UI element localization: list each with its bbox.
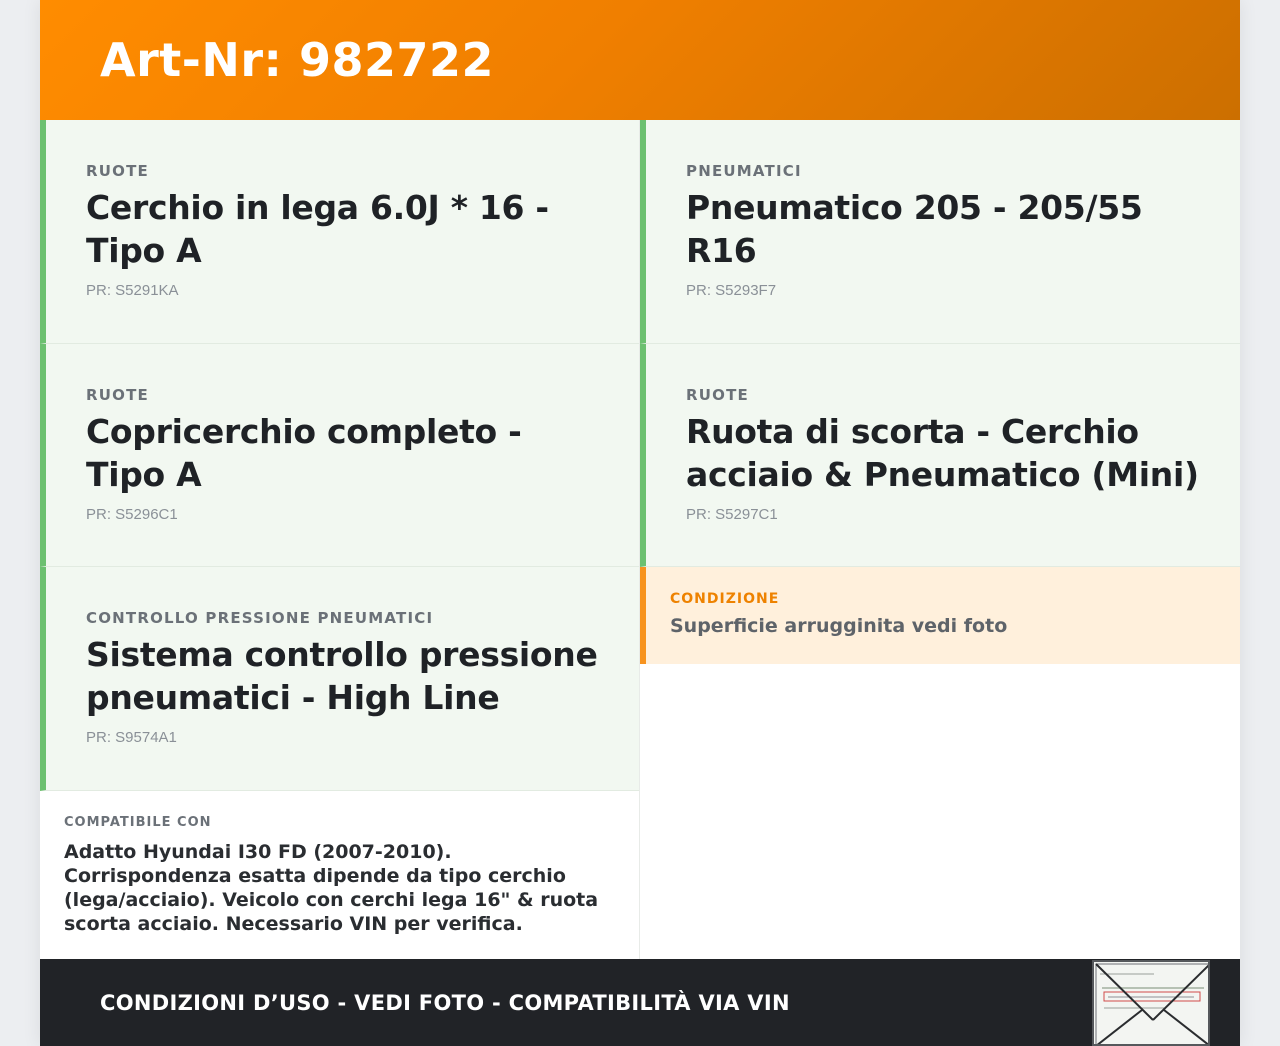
spec-pr-code: PR: S5291KA	[86, 282, 179, 299]
envelope-icon	[1094, 962, 1210, 1046]
compatibility-label: COMPATIBILE CON	[64, 814, 212, 830]
header-bar	[40, 0, 1240, 120]
spec-pr-code: PR: S5296C1	[86, 505, 178, 523]
label-photo-thumbnail[interactable]	[1092, 960, 1210, 1046]
condition-label: CONDIZIONE	[670, 591, 780, 607]
article-number-title: Art-Nr: 982722	[100, 33, 495, 87]
footer-bar	[40, 959, 1240, 1046]
spec-pr-code: PR: S9574A1	[86, 729, 177, 746]
spec-card-hubcap	[40, 344, 639, 568]
right-column	[640, 120, 1240, 960]
spec-category: CONTROLLO PRESSIONE PNEUMATICI	[86, 609, 434, 627]
spec-card-spare-wheel	[640, 344, 1240, 568]
left-column	[40, 120, 640, 960]
product-sheet	[40, 0, 1240, 1046]
spec-pr-code: PR: S5293F7	[686, 282, 777, 299]
condition-text: Superficie arrugginita vedi foto	[670, 615, 1008, 637]
spec-card-wheel-rim	[40, 120, 639, 344]
spec-grid	[40, 120, 1240, 960]
spec-title: Ruota di scorta - Cerchio acciaio & Pneumatico (Mini)	[686, 411, 1199, 494]
spec-category: RUOTE	[686, 385, 749, 404]
spec-title: Sistema controllo pressione pneumatici - High Line	[86, 635, 598, 717]
compatibility-section	[40, 791, 639, 960]
spec-title: Cerchio in lega 6.0J * 16 - Tipo A	[86, 188, 549, 270]
spec-card-tire	[640, 120, 1240, 344]
spec-category: RUOTE	[86, 385, 149, 404]
spec-category: PNEUMATICI	[686, 162, 802, 180]
spec-pr-code: PR: S5297C1	[686, 505, 778, 523]
spec-title: Copricerchio completo - Tipo A	[86, 411, 522, 494]
spec-category: RUOTE	[86, 162, 149, 180]
condition-box	[640, 567, 1240, 664]
footer-text: CONDIZIONI D’USO - VEDI FOTO - COMPATIBILITÀ VIA VIN	[100, 990, 790, 1015]
compatibility-text: Adatto Hyundai I30 FD (2007-2010). Corrispondenza esatta dipende da tipo cerchio (lega/acciaio). Veicolo con cerchi lega 16" & ruota scorta acciaio. Necessario VIN per verifica.	[64, 840, 599, 935]
spec-title: Pneumatico 205 - 205/55 R16	[686, 188, 1143, 270]
spec-card-tpms	[40, 567, 639, 791]
